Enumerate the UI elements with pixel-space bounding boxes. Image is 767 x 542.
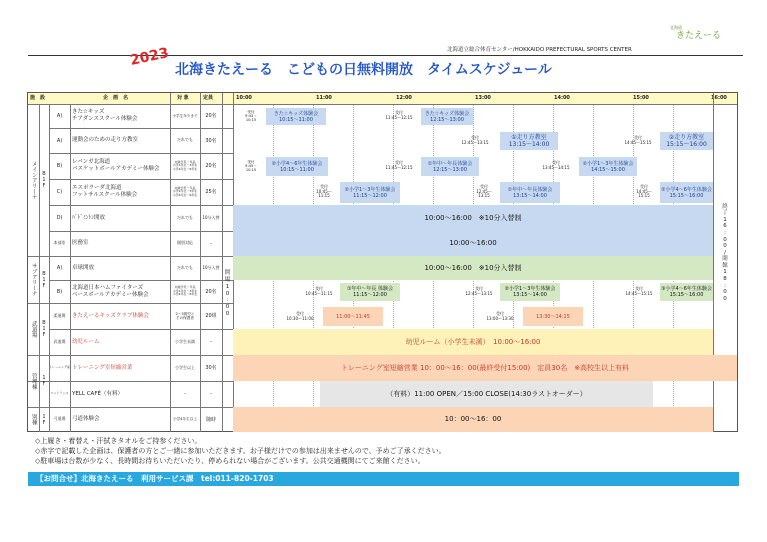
reception-slot: 受付 11:45〜12:15 xyxy=(385,160,413,170)
logo xyxy=(668,26,728,46)
reception-slot: 受付 12:45〜13:15 xyxy=(465,286,493,296)
area-main-arena: メインアリーナ xyxy=(30,160,37,200)
note-line: ◇駐車場は台数が少なく、長時間お待ちいただいたり、停められない場合がございます。公共交通機関にてご来館ください。 xyxy=(35,457,425,465)
contact-text: 【お問合せ】北海きたえーる 利用サービス課 tel:011-820-1703 xyxy=(36,474,274,483)
floor-label: 1 F xyxy=(42,413,46,426)
program-block: ②小学4〜6年生体験会 15:15〜16:00 xyxy=(660,182,713,203)
row-capacity: 10分入替 xyxy=(202,264,220,270)
organization-name: 北海道立総合体育センター/HOKKAIDO PREFECTURAL SPORTS CENTER xyxy=(447,47,632,53)
row-slot: B) xyxy=(56,163,63,169)
program-block: ②小学1〜3年生体験会 14:15〜15:00 xyxy=(579,157,637,176)
floor-label: 1 F xyxy=(42,375,46,387)
row-target: 個別対応 xyxy=(177,240,193,246)
row-program-name: YELL CAFÉ（有料） xyxy=(72,390,123,397)
header-facility: 施 設 xyxy=(30,95,46,101)
row-capacity: - xyxy=(210,339,212,345)
time-label: 13:00 xyxy=(475,95,491,101)
program-block: ②小学1〜3年生体験会 13:15〜14:00 xyxy=(500,283,560,301)
row-slot: A) xyxy=(56,265,63,271)
row-slot: 柔道場 xyxy=(53,312,66,318)
area-dojo: 武道場 xyxy=(30,320,37,338)
row-capacity: 30名 xyxy=(205,137,217,144)
header-program: 企 画 名 xyxy=(103,95,129,101)
reception-slot: 受付 13:00〜13:30 xyxy=(486,310,514,321)
row-target: 未就学児〜年長 小学1年生〜3年生 小学4年生〜6年生 xyxy=(172,185,198,197)
row-slot: A) xyxy=(56,113,63,119)
row-program-name: 卓球開放 xyxy=(72,264,95,271)
opening-time: 開 場 1 0 : 0 0 xyxy=(224,269,231,318)
table-header-row xyxy=(28,93,737,104)
row-target: 小学4年生以上 xyxy=(173,417,197,422)
program-block: きた☆キッズ体験会 12:15〜13:00 xyxy=(421,108,473,125)
row-program-name: トレーニング室短縮営業 xyxy=(72,364,133,371)
row-program-name: レバンガ北海道 バスケットボールアカデミー体験会 xyxy=(72,159,160,172)
time-label: 10:00 xyxy=(236,95,252,101)
row-target: 未就学児〜年長 小学1年生〜3年生 小学4年生〜6年生 xyxy=(172,285,198,297)
area-annex: 別棟 xyxy=(30,414,37,425)
time-label: 16:00 xyxy=(711,95,727,101)
row-target: だれでも xyxy=(177,137,193,143)
program-block: ②小学1〜3年生体験会 11:15〜12:00 xyxy=(340,182,400,203)
medical-room-block: 10:00〜16:00 xyxy=(233,231,713,256)
program-block: ②走り方教室 15:15〜16:00 xyxy=(660,132,713,150)
row-capacity: 20名 xyxy=(205,163,217,169)
reception-slot: 受付 14:45〜15:15 xyxy=(624,134,652,145)
reception-slot: 受付 11:45〜12:15 xyxy=(385,110,413,120)
row-target: 未就学児〜年長 小学1年生〜3年生 小学4年生〜6年生 xyxy=(172,159,198,171)
row-capacity: 20組 xyxy=(205,313,217,319)
time-label: 15:00 xyxy=(633,95,649,101)
reception-slot: 受付 14:45〜15:15 xyxy=(625,286,653,296)
closing-time: 終 了 1 6 : 0 0 / 閉 館 1 8 : 0 0 xyxy=(722,203,728,302)
year-badge: 2023 xyxy=(128,45,171,69)
program-block: きた☆キッズ体験会 10:15〜11:00 xyxy=(266,108,326,125)
row-capacity: - xyxy=(210,391,212,397)
time-label: 14:00 xyxy=(554,95,570,101)
row-capacity: 30名 xyxy=(205,365,217,371)
row-slot: C) xyxy=(56,189,63,195)
row-target: 小学生以上 xyxy=(175,364,195,370)
logo-name: きたえーる xyxy=(676,31,722,41)
badminton-open-block: 10:00〜16:00 ※10分入替制 xyxy=(233,205,713,231)
row-program-name: きた☆キッズ チアダンススクール体験会 xyxy=(72,109,138,122)
row-program-name: エスポラーダ北海道 フットサルスクール体験会 xyxy=(72,185,138,198)
row-program-name: 北海道日本ハムファイターズ ベースボールアカデミー体験会 xyxy=(72,284,149,298)
row-capacity: 20名 xyxy=(205,113,217,119)
contact-banner xyxy=(28,472,739,486)
floor-label: B 1 F xyxy=(42,270,46,289)
reception-slot: 受付 10:45〜11:15 xyxy=(305,286,333,296)
row-slot: 武道場 xyxy=(53,338,66,344)
training-room-block: トレーニング室短縮営業 10：00〜16：00(最終受付15:00) 定員30名 ※高校生以上有料 xyxy=(233,355,737,381)
logo-top-text: 北海道 xyxy=(670,25,682,30)
row-program-name: 弓道体験会 xyxy=(72,416,100,423)
row-slot: 弓道場 xyxy=(53,416,66,422)
row-slot: トレーニング室 xyxy=(49,365,70,370)
row-target: 小学生未満 xyxy=(175,338,195,344)
floor-label: B 1 F xyxy=(42,171,46,189)
row-program-name: 幼児ルーム xyxy=(72,338,100,345)
reception-slot: 受付 13:45〜14:15 xyxy=(542,160,570,170)
program-block: ③小学4〜6年生体験会 15:15〜16:00 xyxy=(660,283,713,301)
row-capacity: 25名 xyxy=(205,189,217,195)
reception-slot: 受付 12:45〜13:15 xyxy=(461,134,489,145)
note-line: ◇上履き・着替え・汗拭きタオルをご持参ください。 xyxy=(35,437,202,445)
note-line: ◇赤字で記載した企画は、保護者の方とご一緒に参加いただきます。お子様だけでの参加は出来ませんので、予めご了承ください。 xyxy=(35,447,446,455)
kids-club-block: 11:00〜11:45 xyxy=(323,307,383,326)
reception-slot: 受付 14:45〜 15:15 xyxy=(636,183,652,199)
time-label: 11:00 xyxy=(316,95,332,101)
archery-block: 10：00〜16：00 xyxy=(233,407,713,432)
reception-slot: 受付 10:45〜 11:15 xyxy=(316,183,332,199)
cafe-hours-block: （有料）11:00 OPEN／15:00 CLOSE(14:30ラストオーダー） xyxy=(320,381,653,407)
program-block: ①走り方教室 13:15〜14:00 xyxy=(500,132,558,150)
program-block: ①年中〜年長体験会 13:15〜14:00 xyxy=(500,182,560,203)
row-target: 2〜3歳児と その保護者 xyxy=(175,311,195,320)
time-label: 12:00 xyxy=(396,95,412,101)
row-target: 小学生年少まで xyxy=(172,113,198,118)
reception-slot: 受付 9:45〜 10:15 xyxy=(245,159,257,173)
row-slot: 本部室 xyxy=(53,240,66,246)
schedule-table xyxy=(27,92,738,432)
row-program-name: ﾊﾞﾄﾞﾐﾝﾄﾝ開放 xyxy=(72,214,106,221)
row-program-name: きたえーるキッズクラブ体験会 xyxy=(72,312,149,319)
row-program-name: 医務室 xyxy=(72,240,89,247)
program-block: ②小学4〜6年生体験会 10:15〜11:00 xyxy=(266,157,328,176)
row-capacity: - xyxy=(210,240,212,247)
table-tennis-block: 10:00〜16:00 ※10分入替制 xyxy=(233,256,713,280)
kids-club-block: 13:30〜14:15 xyxy=(523,307,583,326)
header-capacity: 定員 xyxy=(203,95,214,101)
row-target: だれでも xyxy=(177,214,193,220)
row-program-name: 運動会のための走り方教室 xyxy=(72,137,139,144)
row-capacity: 20名 xyxy=(205,288,217,295)
reception-slot: 受付 12:45〜 13:15 xyxy=(476,183,492,199)
row-slot: D) xyxy=(56,215,63,221)
program-block: ①年中〜年長体験会 12:15〜13:00 xyxy=(421,157,479,176)
row-capacity: 随時 xyxy=(205,416,216,423)
infant-room-block: 幼児ルーム（小学生未満） 10:00〜16:00 xyxy=(233,329,713,355)
row-slot: B) xyxy=(56,288,63,295)
row-slot: エントランス xyxy=(50,391,69,396)
floor-label: B 1 F xyxy=(42,320,46,338)
page-title: 北海きたえーる こどもの日無料開放 タイムスケジュール xyxy=(175,62,552,78)
program-block: ①年中〜年長 体験会 11:15〜12:00 xyxy=(340,283,400,301)
reception-slot: 受付 9:45〜 10:15 xyxy=(245,109,257,123)
header-target: 対 象 xyxy=(177,95,189,101)
row-target: - xyxy=(184,391,186,397)
area-management: 管理棟 xyxy=(30,372,37,390)
reception-slot: 受付 10:30〜11:00 xyxy=(286,310,314,321)
area-sub-arena: サブアリーナ xyxy=(30,263,37,296)
row-capacity: 10分入替 xyxy=(202,214,220,220)
row-slot: A) xyxy=(56,137,63,144)
row-target: だれでも xyxy=(177,264,193,270)
